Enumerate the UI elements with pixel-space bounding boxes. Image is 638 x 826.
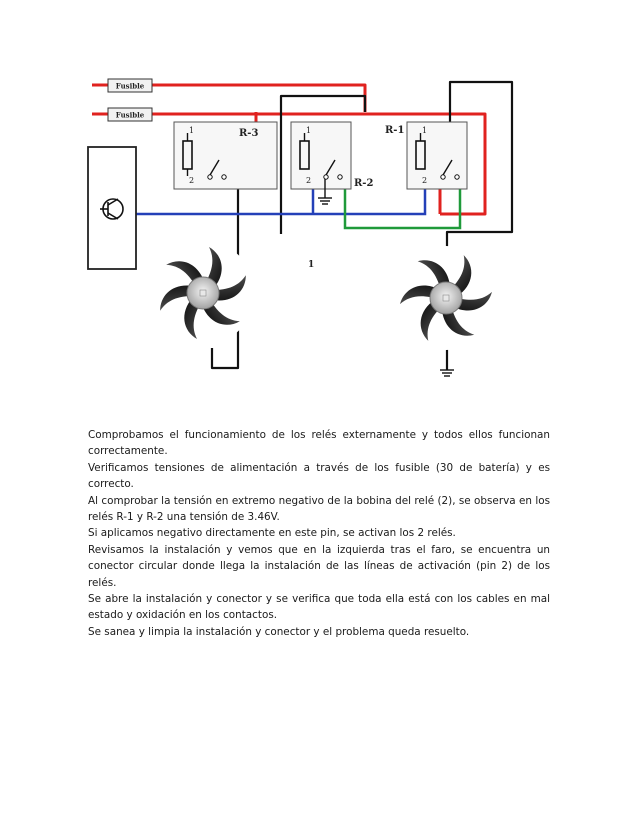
relay-r1 bbox=[385, 122, 467, 189]
description-text bbox=[88, 427, 550, 640]
paragraph-6: Se abre la instalación y conector y se verifica que toda ella está con los cables en mal estado y oxidación en los contactos. bbox=[88, 593, 550, 622]
fuse-2 bbox=[108, 108, 152, 121]
relay-r3 bbox=[174, 122, 277, 189]
red-wire-top bbox=[152, 85, 365, 112]
fuse-2-label: Fusible bbox=[115, 110, 145, 120]
relay-r2-pin-bottom: 2 bbox=[306, 176, 312, 185]
paragraph-1: Comprobamos el funcionamiento de los relés externamente y todos ellos funcionan correctamente. bbox=[88, 429, 550, 458]
relay-r3-pin-top: 1 bbox=[189, 126, 195, 135]
paragraph-2: Verificamos tensiones de alimentación a través de los fusible (30 de batería) y es correcto. bbox=[88, 461, 550, 491]
paragraph-3: Al comprobar la tensión en extremo negativo de la bobina del relé (2), se observa en los relés R-1 y R-2 una tensión de 3.46V. bbox=[88, 494, 550, 524]
ground-right-icon bbox=[440, 370, 454, 376]
fuse-1-label: Fusible bbox=[115, 81, 145, 91]
fan-left-icon bbox=[151, 241, 255, 345]
relay-r2-pin-top: 1 bbox=[306, 126, 312, 135]
relay-r1-label: R-1 bbox=[385, 125, 405, 136]
relay-r3-label: R-3 bbox=[239, 128, 259, 139]
relay-r2 bbox=[291, 122, 373, 204]
center-label: 1 bbox=[308, 260, 315, 270]
fuse-1 bbox=[108, 79, 152, 92]
relay-r1-pin-bottom: 2 bbox=[422, 176, 428, 185]
paragraph-4: Si aplicamos negativo directamente en este pin, se activan los 2 relés. bbox=[88, 527, 456, 540]
relay-r1-pin-top: 1 bbox=[422, 126, 428, 135]
control-module bbox=[88, 147, 136, 269]
relay-r2-label: R-2 bbox=[354, 178, 374, 189]
paragraph-7: Se sanea y limpia la instalación y conector y el problema queda resuelto. bbox=[88, 625, 470, 638]
paragraph-5: Revisamos la instalación y vemos que en la izquierda tras el faro, se encuentra un conector circular donde llega la instalación de las líneas de activación (pin 2) de los relés. bbox=[88, 543, 550, 589]
fan-right-icon bbox=[394, 246, 498, 350]
relay-r3-pin-bottom: 2 bbox=[189, 176, 195, 185]
